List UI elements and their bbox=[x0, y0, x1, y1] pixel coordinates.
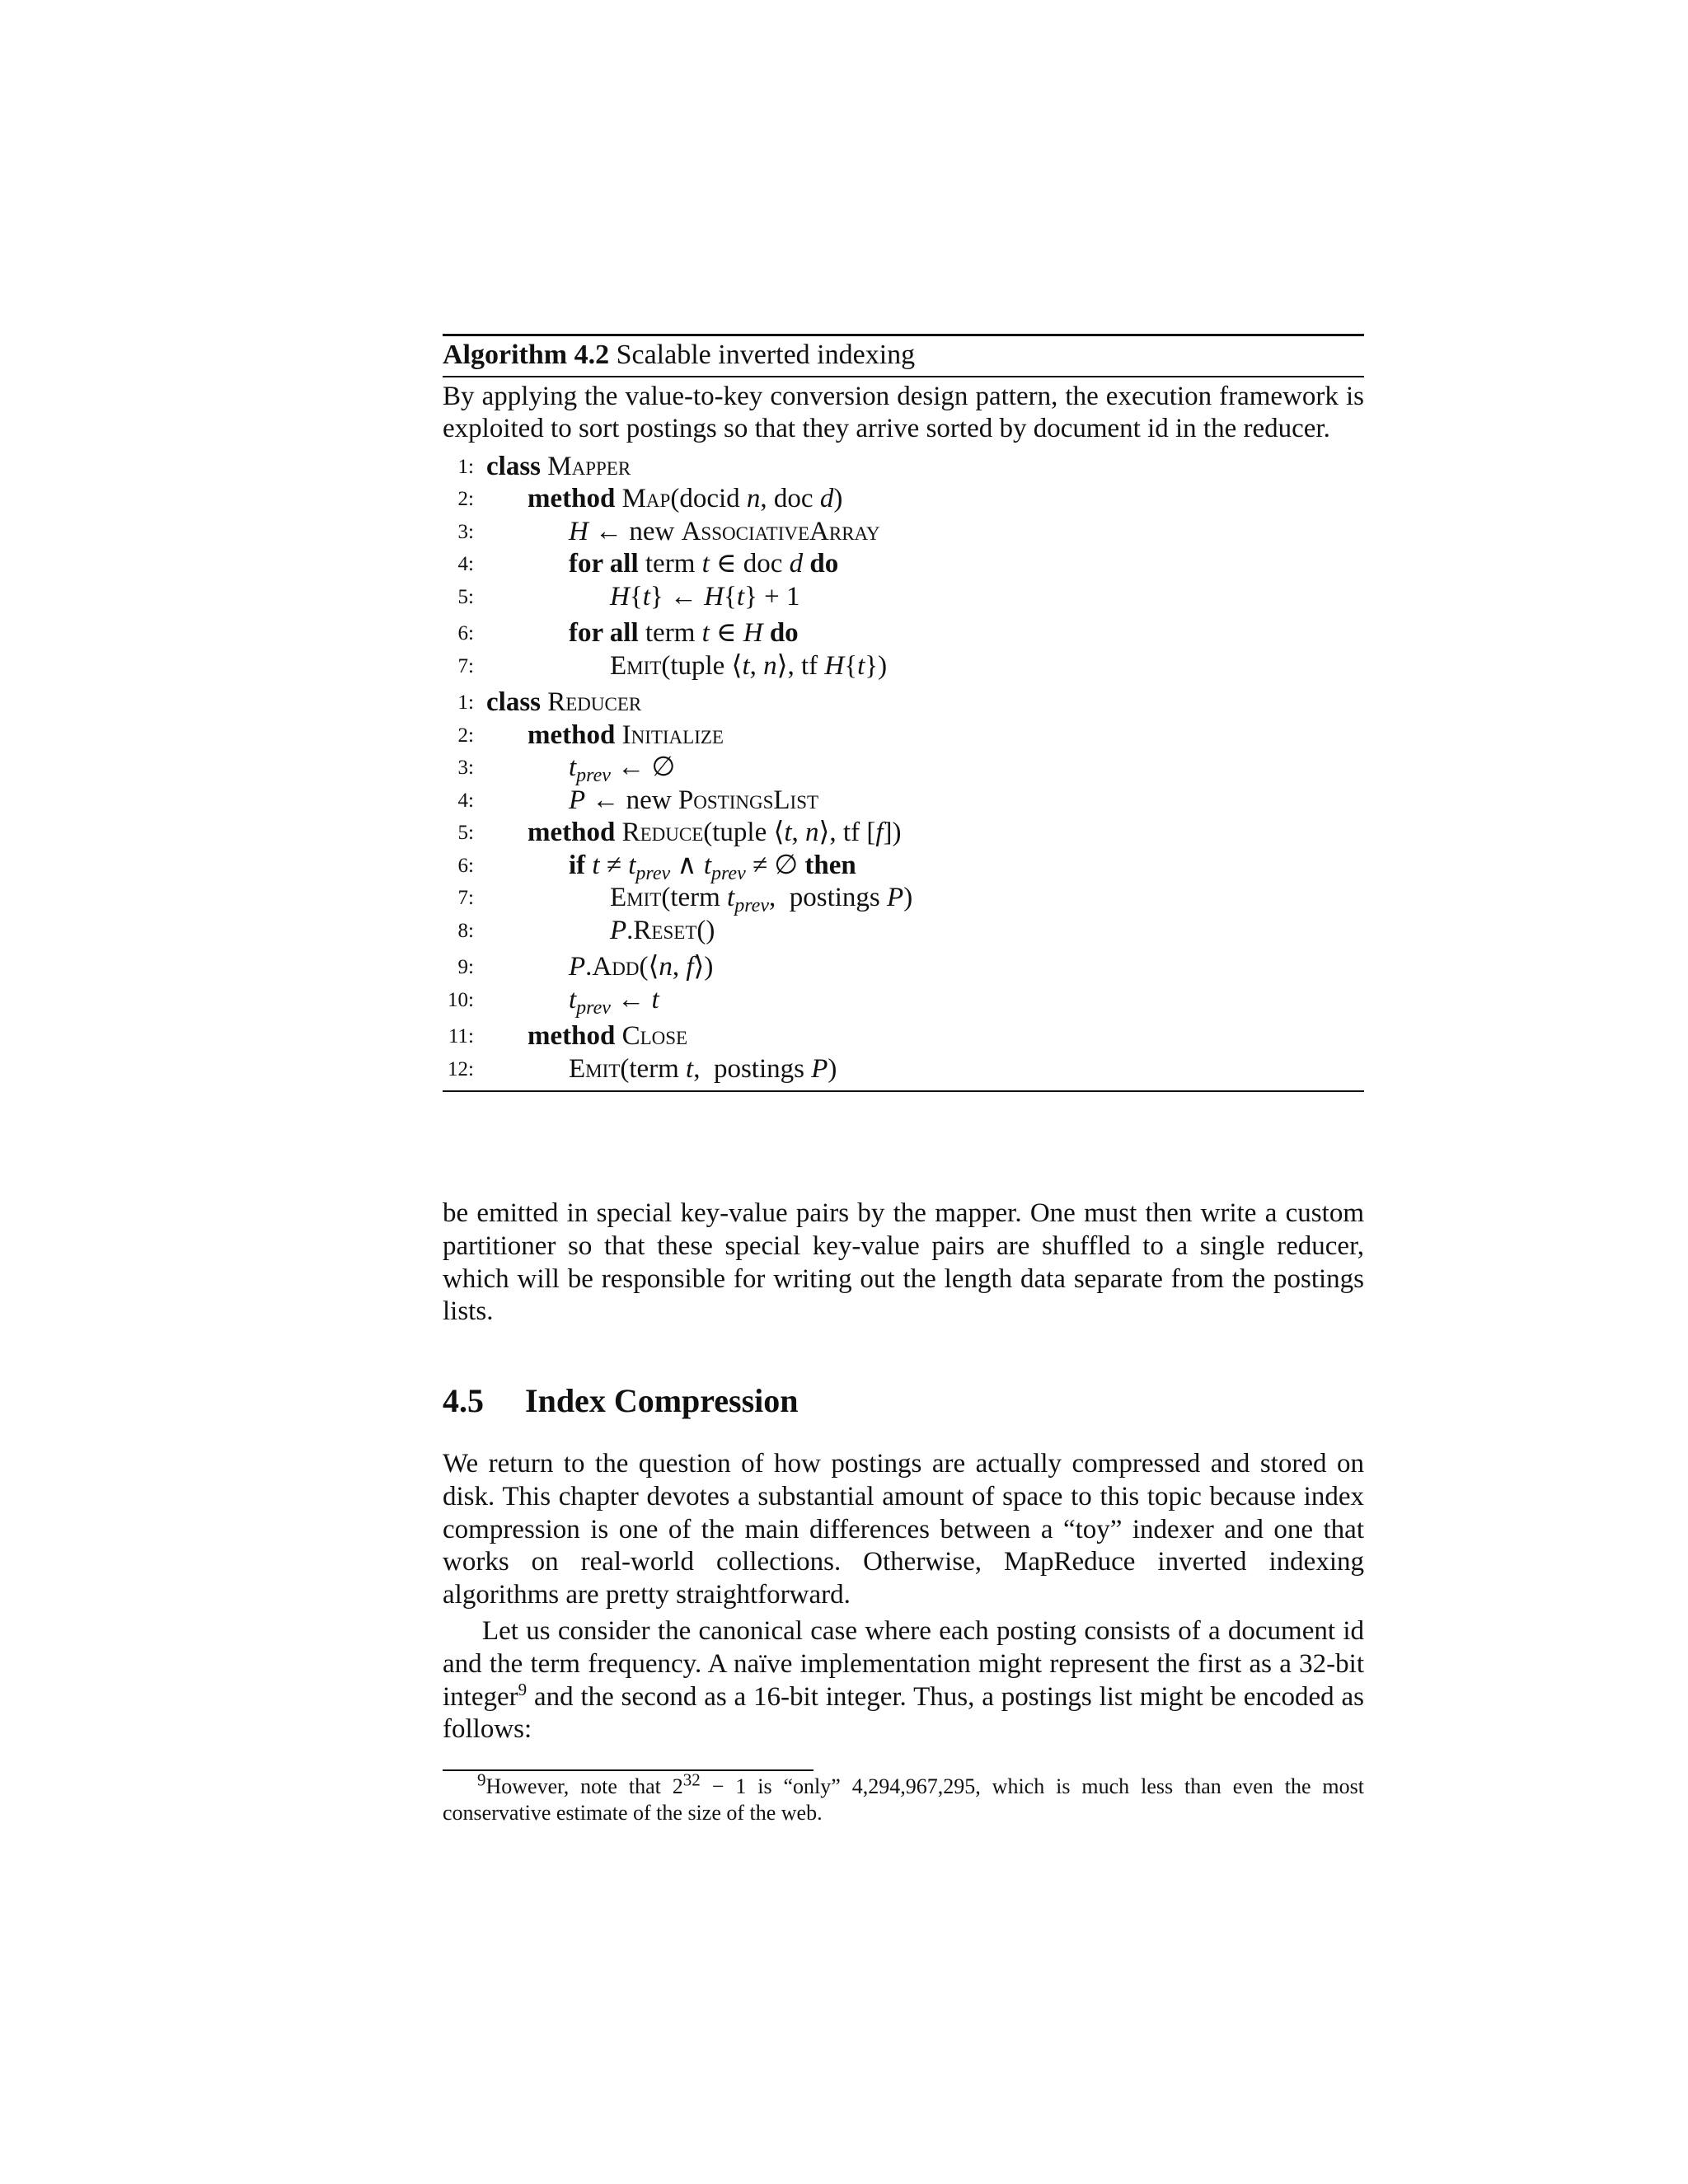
section-title: Index Compression bbox=[525, 1382, 799, 1419]
line-number: 3: bbox=[457, 520, 474, 543]
mapper-line-2 bbox=[443, 483, 1364, 516]
line-number: 6: bbox=[457, 854, 474, 877]
line-number: 2: bbox=[457, 488, 474, 510]
line-number: 3: bbox=[457, 757, 474, 779]
paragraph-canonical-case-before: Let us consider the canonical case where each posting consists of a document id and the term frequency. A naïve implementation might represent the first as a 32-bit integer bbox=[443, 1616, 1364, 1712]
reducer-line-8 bbox=[443, 915, 1364, 948]
paragraph-canonical-case-after: and the second as a 16-bit integer. Thus, a postings list might be encoded as follows: bbox=[443, 1681, 1364, 1745]
mapper-line-7 bbox=[443, 650, 1364, 683]
line-number: 5: bbox=[457, 585, 474, 608]
algorithm-title: Scalable inverted indexing bbox=[616, 340, 916, 370]
reducer-line-5 bbox=[443, 817, 1364, 850]
line-number: 1: bbox=[457, 455, 474, 478]
footnote-mark: 9 bbox=[477, 1769, 486, 1790]
line-number: 6: bbox=[457, 622, 474, 644]
line-number: 7: bbox=[457, 887, 474, 909]
footnote bbox=[443, 1769, 1364, 1826]
paragraph-index-compression: We return to the question of how postings are actually compressed and stored on disk. This chapter devotes a substantial amount of space to this topic because index compression is one of the main differences between a “toy” indexer and one that works on real-world collections. Otherwise, MapReduce inverted indexing algorithms are pretty straightforward. bbox=[443, 1449, 1364, 1610]
line-number: 9: bbox=[457, 956, 474, 978]
reducer-line-7 bbox=[443, 882, 1364, 915]
algorithm-caption bbox=[443, 336, 1364, 376]
line-code: P.Add(⟨n, f⟩) bbox=[569, 952, 714, 982]
footnote-text-after: − 1 is “only” 4,294,967,295, which is much less than even the most conservative estimate of the size of the web. bbox=[443, 1774, 1364, 1825]
reducer-line-11 bbox=[443, 1020, 1364, 1053]
line-number: 4: bbox=[457, 553, 474, 575]
line-code: method Map(docid n, doc d) bbox=[528, 484, 843, 513]
line-code: method Initialize bbox=[528, 719, 724, 750]
footnote-exponent: 32 bbox=[682, 1769, 701, 1790]
line-code: method Close bbox=[528, 1021, 688, 1051]
line-code: method Reduce(tuple ⟨t, n⟩, tf [f]) bbox=[528, 818, 902, 847]
line-code: H{t} ← H{t} + 1 bbox=[610, 581, 800, 612]
footnote-reference: 9 bbox=[518, 1679, 528, 1699]
algorithm-bottom-rule bbox=[443, 1090, 1364, 1092]
footnote-text-before: However, note that 2 bbox=[485, 1774, 683, 1798]
line-number: 4: bbox=[457, 789, 474, 812]
line-code: H ← new AssociativeArray bbox=[569, 516, 880, 546]
algorithm-label: Algorithm 4.2 bbox=[443, 340, 610, 370]
mapper-pseudocode bbox=[443, 451, 1364, 683]
paragraph-continued: be emitted in special key-value pairs by the mapper. One must then write a custom partitioner so that these special key-value pairs are shuffled to a single reducer, which will be responsible for writing out the length data separate from the postings lists. bbox=[443, 1198, 1364, 1327]
mapper-line-4 bbox=[443, 548, 1364, 581]
line-code: for all term t ∈ doc d do bbox=[569, 549, 839, 579]
line-code: Emit(term $t_{prev}$, postings P) bbox=[610, 883, 913, 916]
reducer-line-2 bbox=[443, 719, 1364, 752]
paragraph-canonical-case bbox=[443, 1615, 1364, 1746]
algorithm-caption-rule bbox=[443, 376, 1364, 377]
line-code: if $t \ne t_{prev}$ ∧ $t_{prev}$ ≠ ∅ then bbox=[569, 850, 856, 884]
line-code: P ← new PostingsList bbox=[569, 785, 819, 815]
section-heading bbox=[443, 1381, 799, 1420]
line-number: 8: bbox=[457, 919, 474, 942]
line-number: 1: bbox=[457, 691, 474, 714]
mapper-line-1 bbox=[443, 451, 1364, 484]
mapper-line-6 bbox=[443, 617, 1364, 650]
algorithm-box bbox=[443, 334, 1364, 1092]
reducer-pseudocode bbox=[443, 687, 1364, 1085]
line-code: for all term t ∈ H do bbox=[569, 618, 799, 648]
line-number: 12: bbox=[448, 1057, 474, 1080]
line-code: Emit(tuple ⟨t, n⟩, tf H{t}) bbox=[610, 650, 888, 681]
line-number: 7: bbox=[457, 654, 474, 677]
line-number: 5: bbox=[457, 822, 474, 844]
line-code: class Reducer bbox=[486, 687, 642, 717]
section-number: 4.5 bbox=[443, 1382, 484, 1419]
mapper-line-5 bbox=[443, 581, 1364, 614]
line-code: class Mapper bbox=[486, 451, 631, 481]
line-code: Emit(term t, postings P) bbox=[569, 1053, 837, 1084]
reducer-line-1 bbox=[443, 687, 1364, 719]
footnote-rule bbox=[443, 1769, 814, 1771]
line-number: 2: bbox=[457, 724, 474, 747]
line-code: P.Reset() bbox=[610, 915, 715, 945]
reducer-line-3 bbox=[443, 752, 1364, 785]
reducer-line-4 bbox=[443, 785, 1364, 818]
mapper-line-3 bbox=[443, 516, 1364, 549]
line-number: 10: bbox=[448, 988, 474, 1011]
line-code: $t_{prev}$ ← t bbox=[569, 984, 659, 1019]
reducer-line-12 bbox=[443, 1053, 1364, 1086]
line-code: $t_{prev}$ ← ∅ bbox=[569, 752, 676, 786]
reducer-line-10 bbox=[443, 984, 1364, 1017]
algorithm-description: By applying the value-to-key conversion design pattern, the execution framework is exploited to sort postings so that they arrive sorted by document id in the reducer. bbox=[443, 381, 1364, 443]
reducer-line-9 bbox=[443, 951, 1364, 984]
reducer-line-6 bbox=[443, 850, 1364, 883]
line-number: 11: bbox=[448, 1025, 474, 1047]
